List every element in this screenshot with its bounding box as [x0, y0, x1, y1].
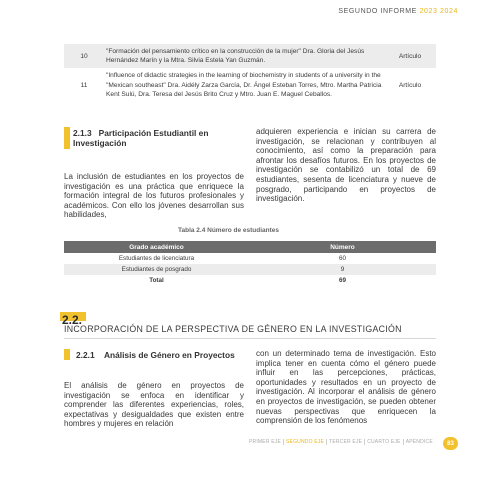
- row-number: 10: [80, 52, 88, 60]
- paragraph-right-221: con un determinado tema de investigación. Esto implica tener en cuenta cómo el género puede influir en las percepciones, prácticas, oportunidades y resultados en un proyecto de investigación. Al incorporar el análisis de género en proyectos de investigación, se pueden obtener nuevas perspectivas que enriquecen la comprensión de los fenómenos: [256, 349, 436, 426]
- chapter-section-number: 2.2.: [62, 313, 83, 327]
- students-table: [64, 241, 436, 286]
- header-grado: Grado académico: [129, 243, 184, 251]
- footer-tab-primer-eje[interactable]: PRIMER EJE: [249, 439, 282, 445]
- running-header: [338, 8, 458, 15]
- row-label: Estudiantes de licenciatura: [118, 255, 195, 262]
- row-number: 11: [80, 81, 88, 89]
- row-type: Artículo: [398, 81, 422, 89]
- table-row: [64, 264, 436, 275]
- section-marker: [64, 127, 70, 149]
- row-value: 60: [338, 255, 346, 262]
- row-label: Estudiantes de posgrado: [121, 266, 192, 273]
- paragraph-left-213: La inclusión de estudiantes en los proyectos de investigación es una práctica que enriquece la formación integral de los futuros profesionales y académicos. Con ello los jóvenes desarrollan sus habilidades,: [64, 172, 244, 220]
- total-label: Total: [149, 277, 164, 284]
- section-heading-213: [73, 128, 208, 148]
- row-description: "Influence of didactic strategies in the learning of biochemistry in students of a university in the "Mexican southeast" Dra. Aidély Zarza García, Dr. Ángel Esteban Torres, Mtro. Martha Patricia Kent Sulú, Dra. Teresa del Jesús Brito Cruz y Mtro. Juan E. Maguel Ceballos.: [106, 72, 382, 98]
- footer-nav: [247, 439, 435, 445]
- footer-tab-tercer-eje[interactable]: TERCER EJE: [326, 439, 364, 445]
- table-row: [64, 68, 436, 102]
- section-marker: [64, 349, 70, 360]
- section-number: 2.2.1: [76, 350, 95, 360]
- row-description: "Formación del pensamiento crítico en la construcción de la mujer" Dra. Gloria del Jesús Hernández Marín y la Mtra. Silvia Estela Yan Guzmán.: [106, 48, 365, 65]
- total-value: 69: [338, 277, 346, 284]
- section-title-line1: Participación Estudiantil en: [98, 128, 209, 138]
- paragraph-left-221: El análisis de género en proyectos de investigación se enfoca en identificar y comprender las diferentes experiencias, roles, expectativas y desigualdades que existen entre hombres y mujeres en relación: [64, 381, 244, 429]
- table-total-row: [64, 275, 436, 286]
- section-title: Análisis de Género en Proyectos: [103, 350, 235, 360]
- row-type: Artículo: [398, 52, 422, 60]
- footer-tab-segundo-eje[interactable]: SEGUNDO EJE: [283, 439, 326, 445]
- section-title-line2: Investigación: [73, 138, 127, 148]
- chapter-section-title: INCORPORACIÓN DE LA PERSPECTIVA DE GÉNERO EN LA INVESTIGACIÓN: [64, 324, 402, 334]
- section-number: 2.1.3: [73, 128, 92, 138]
- row-value: 9: [340, 266, 345, 273]
- footer-tab-apendice[interactable]: APÉNDICE: [403, 439, 435, 445]
- header-numero: Número: [330, 243, 355, 251]
- table-row: [64, 44, 436, 68]
- header-title: SEGUNDO INFORME: [338, 8, 417, 15]
- paragraph-right-213: adquieren experiencia e inician su carrera de investigación, se relacionan y contribuyen al conocimiento, así como la preparación para afrontar los desafíos futuros. En los proyectos de investigación se contabilizó un total de 69 estudiantes, sesenta de licenciatura y nueve de posgrado, participando en proyectos de investigación.: [256, 127, 436, 204]
- table-header-row: [64, 241, 436, 253]
- table-caption: Tabla 2.4 Número de estudiantes: [178, 227, 280, 234]
- section-heading-221: [76, 350, 235, 360]
- page-number-badge: 83: [443, 437, 458, 450]
- table-row: [64, 253, 436, 264]
- publications-table: [64, 44, 436, 102]
- footer-tab-cuarto-eje[interactable]: CUARTO EJE: [364, 439, 403, 445]
- section-divider: [64, 338, 436, 339]
- header-years: 2023 2024: [419, 8, 458, 15]
